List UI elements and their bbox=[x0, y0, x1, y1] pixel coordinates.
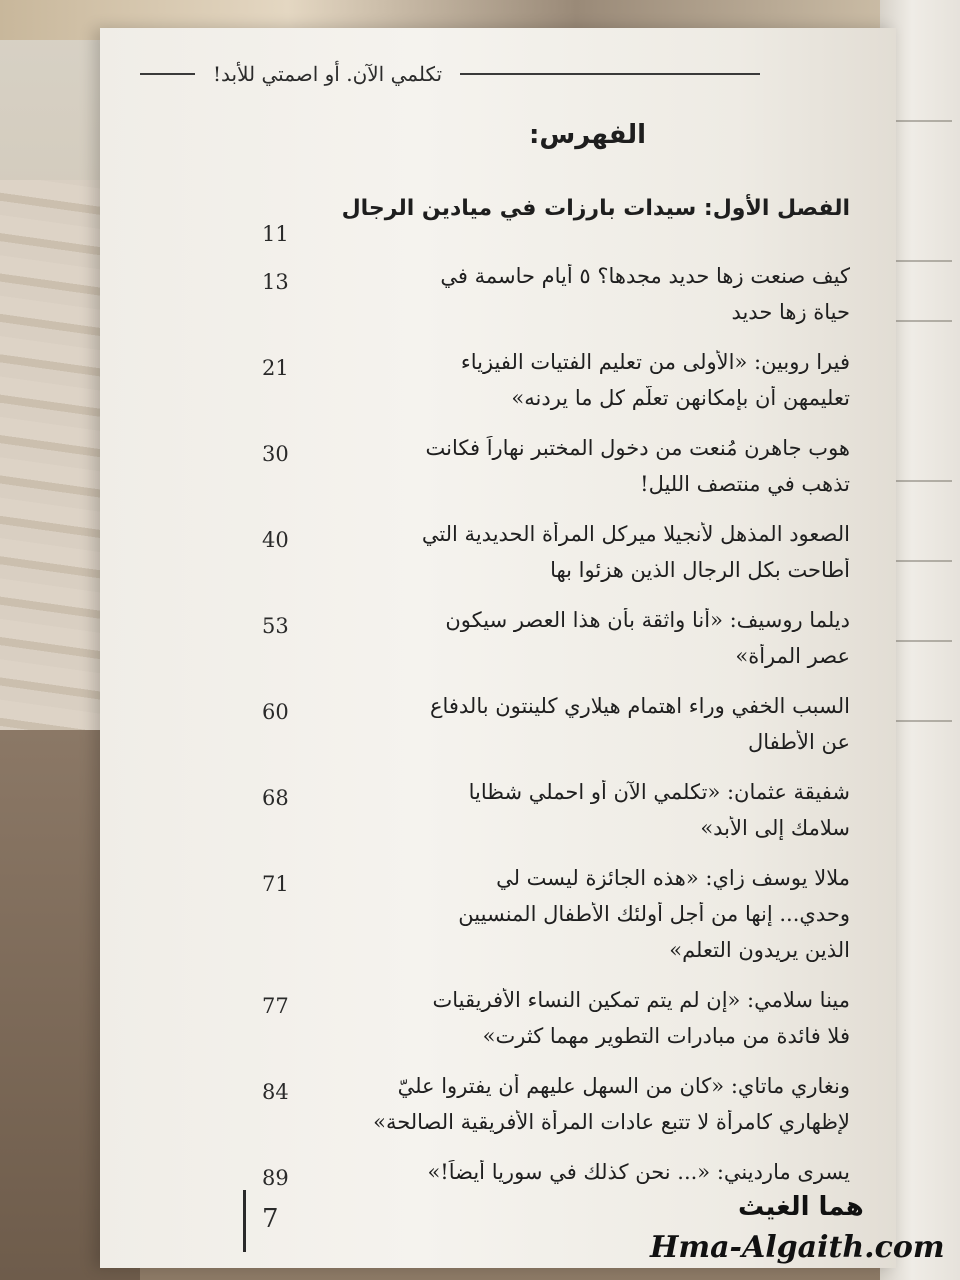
toc-entry-line: كيف صنعت زها حديد مجدها؟ ٥ أيام حاسمة في bbox=[440, 264, 850, 288]
toc-entry-line: الذين يريدون التعلم» bbox=[669, 938, 850, 962]
toc-entry-line: سلامك إلى الأبد» bbox=[700, 816, 850, 840]
toc-page-number: 11 bbox=[262, 222, 289, 246]
toc-entry-line: عصر المرأة» bbox=[735, 644, 850, 668]
toc-page-number: 60 bbox=[262, 700, 289, 724]
watermark-url: Hma-Algaith.com bbox=[650, 1230, 945, 1265]
toc-entry-line: حياة زها حديد bbox=[731, 300, 850, 324]
toc-entry-line: ملالا يوسف زاي: «هذه الجائزة ليست لي bbox=[496, 866, 850, 890]
toc-entry-line: هوب جاهرن مُنعت من دخول المختبر نهاراً فكانت bbox=[425, 436, 850, 460]
toc-page-number: 21 bbox=[262, 356, 289, 380]
toc-entry-line: لإظهاري كامرأة لا تتبع عادات المرأة الأفريقية الصالحة» bbox=[373, 1110, 850, 1134]
toc-page-number: 53 bbox=[262, 614, 289, 638]
toc-entry-line: فلا فائدة من مبادرات التطوير مهما كثرت» bbox=[482, 1024, 850, 1048]
toc-page-number: 13 bbox=[262, 270, 289, 294]
toc-entry-line: يسرى مارديني: «... نحن كذلك في سوريا أيضاً!» bbox=[427, 1160, 850, 1184]
toc-entry-line: تذهب في منتصف الليل! bbox=[640, 472, 850, 496]
chapter-title: الفصل الأول: سيدات بارزات في ميادين الرجال bbox=[341, 196, 850, 221]
toc-entry-line: ديلما روسيف: «أنا واثقة بأن هذا العصر سيكون bbox=[445, 608, 850, 632]
running-title: تكلمي الآن. أو اصمتي للأبد! bbox=[213, 62, 443, 86]
toc-entry-line: السبب الخفي وراء اهتمام هيلاري كلينتون بالدفاع bbox=[429, 694, 850, 718]
toc-entry-line: فيرا روبين: «الأولى من تعليم الفتيات الفيزياء bbox=[460, 350, 850, 374]
toc-page-number: 68 bbox=[262, 786, 289, 810]
toc-page-number: 71 bbox=[262, 872, 289, 896]
toc-entry-line: الصعود المذهل لأنجيلا ميركل المرأة الحديدية التي bbox=[421, 522, 850, 546]
toc-page-number: 89 bbox=[262, 1166, 289, 1190]
toc-page-number: 77 bbox=[262, 994, 289, 1018]
toc-heading: الفهرس: bbox=[529, 120, 646, 150]
toc-entry-line: أطاحت بكل الرجال الذين هزئوا بها bbox=[550, 558, 850, 582]
footer-rule bbox=[243, 1190, 246, 1252]
toc-entry-line: شفيقة عثمان: «تكلمي الآن أو احملي شظايا bbox=[468, 780, 850, 804]
watermark-arabic: هما الغيث bbox=[738, 1192, 864, 1222]
toc-page-number: 40 bbox=[262, 528, 289, 552]
toc-entry-line: مينا سلامي: «إن لم يتم تمكين النساء الأفريقيات bbox=[432, 988, 850, 1012]
toc-entry-line: عن الأطفال bbox=[748, 730, 850, 754]
page-number: 7 bbox=[262, 1204, 279, 1234]
toc-page-number: 84 bbox=[262, 1080, 289, 1104]
toc-page-number: 30 bbox=[262, 442, 289, 466]
toc-entry-line: وحدي... إنها من أجل أولئك الأطفال المنسيين bbox=[458, 902, 850, 926]
toc-entry-line: ونغاري ماتاي: «كان من السهل عليهم أن يفتروا عليّ bbox=[397, 1074, 850, 1098]
toc-entry-line: تعليمهن أن بإمكانهن تعلّم كل ما يردنه» bbox=[511, 386, 850, 410]
